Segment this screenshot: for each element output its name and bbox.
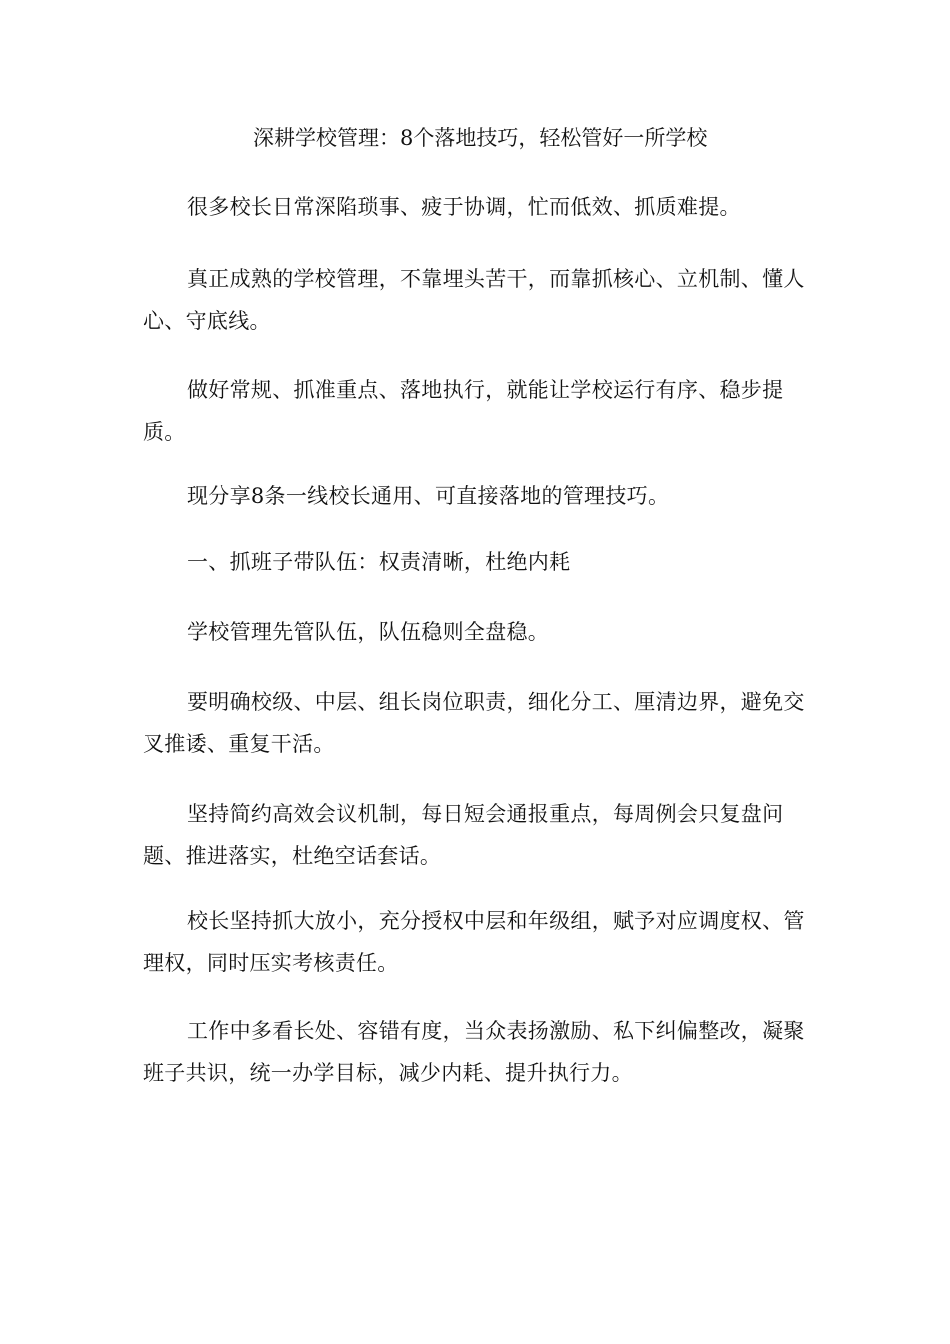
document-title: 深耕学校管理：8个落地技巧，轻松管好一所学校	[253, 126, 708, 150]
paragraph-section-1-3: 坚持简约高效会议机制，每日短会通报重点，每周例会只复盘问题、推进落实，杜绝空话套话。	[143, 802, 784, 868]
paragraph-intro-1: 很多校长日常深陷琐事、疲于协调，忙而低效、抓质难提。	[187, 195, 741, 219]
paragraph-intro-3: 做好常规、抓准重点、落地执行，就能让学校运行有序、稳步提质。	[143, 378, 784, 444]
paragraph-section-1-5: 工作中多看长处、容错有度，当众表扬激励、私下纠偏整改，凝聚班子共识，统一办学目标，减少内耗、提升执行力。	[143, 1019, 805, 1085]
paragraph-section-1-1: 学校管理先管队伍，队伍稳则全盘稳。	[187, 620, 550, 644]
paragraph-intro-2: 真正成熟的学校管理，不靠埋头苦干，而靠抓核心、立机制、懂人心、守底线。	[143, 267, 805, 333]
section-heading-1: 一、抓班子带队伍：权责清晰，杜绝内耗	[187, 550, 571, 574]
paragraph-section-1-2: 要明确校级、中层、组长岗位职责，细化分工、厘清边界，避免交叉推诿、重复干活。	[143, 690, 805, 756]
paragraph-intro-4: 现分享8条一线校长通用、可直接落地的管理技巧。	[187, 484, 670, 508]
paragraph-section-1-4: 校长坚持抓大放小，充分授权中层和年级组，赋予对应调度权、管理权，同时压实考核责任。	[143, 909, 805, 975]
